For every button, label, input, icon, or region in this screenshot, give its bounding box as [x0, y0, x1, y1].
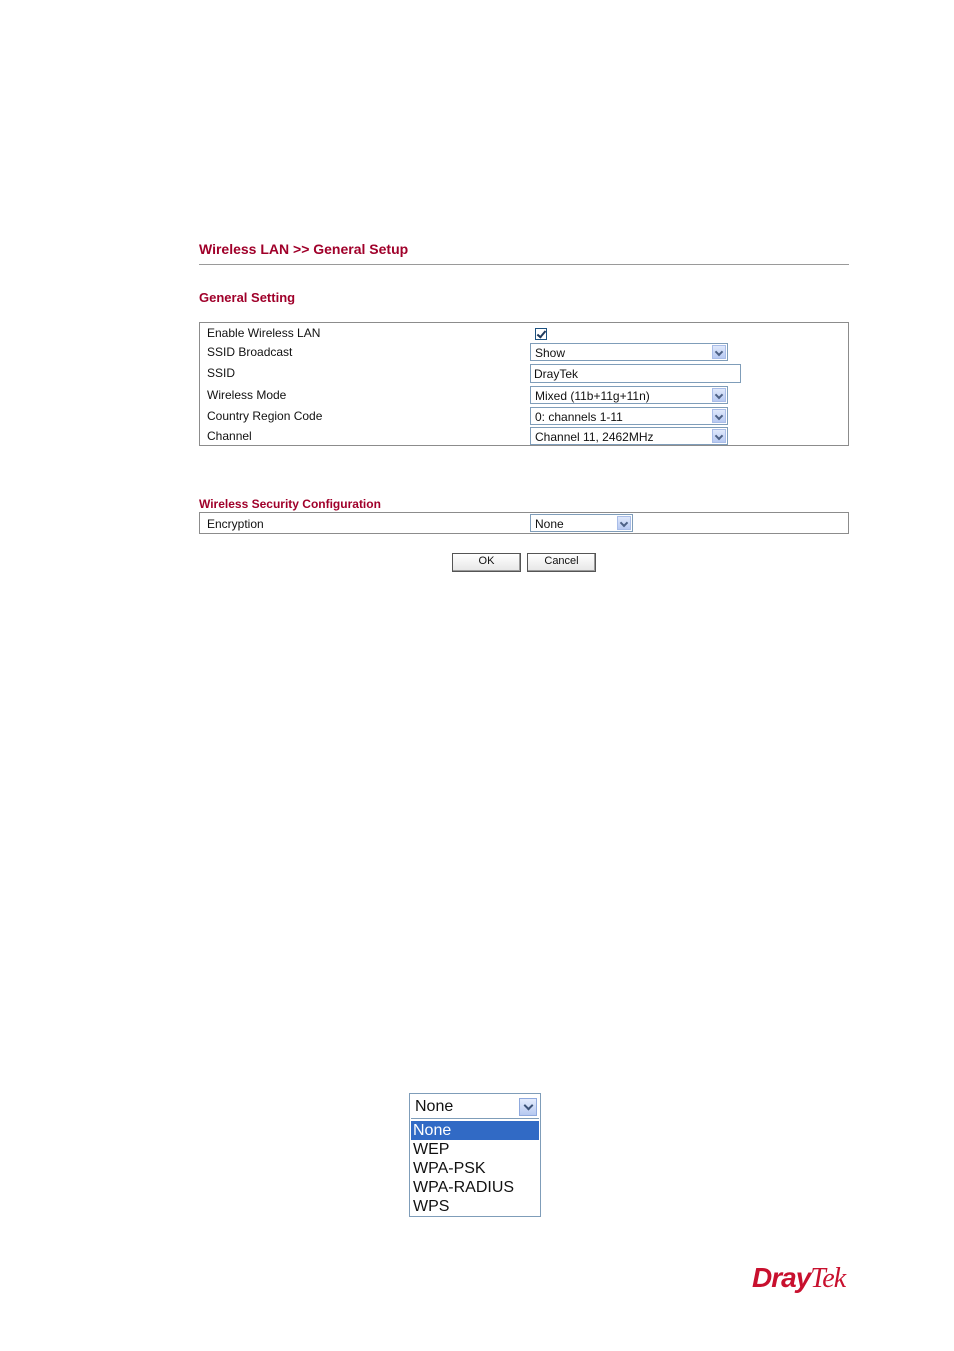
- encryption-dropdown-value: None: [415, 1098, 454, 1115]
- dropdown-option-none[interactable]: None: [411, 1121, 539, 1140]
- enable-wireless-label: Enable Wireless LAN: [207, 326, 321, 340]
- dropdown-option-wps[interactable]: WPS: [413, 1198, 450, 1215]
- encryption-dropdown-selected[interactable]: [411, 1095, 539, 1119]
- wireless-mode-label: Wireless Mode: [207, 388, 287, 402]
- ssid-input[interactable]: DrayTek: [530, 364, 741, 383]
- security-config-title: Wireless Security Configuration: [199, 497, 381, 511]
- enable-wireless-checkbox[interactable]: [535, 328, 547, 340]
- chevron-down-icon: [712, 388, 726, 402]
- chevron-down-icon[interactable]: [519, 1098, 537, 1116]
- draytek-logo: [752, 1262, 845, 1295]
- chevron-down-icon: [712, 429, 726, 443]
- wireless-mode-select[interactable]: [530, 386, 728, 404]
- dropdown-option-wpa-radius[interactable]: WPA-RADIUS: [413, 1179, 515, 1196]
- chevron-down-icon: [617, 516, 631, 530]
- logo-tek-text: Tek: [810, 1263, 846, 1294]
- country-region-label: Country Region Code: [207, 409, 323, 423]
- chevron-down-icon: [712, 345, 726, 359]
- ssid-broadcast-select[interactable]: [530, 343, 728, 361]
- dropdown-option-wep[interactable]: WEP: [413, 1141, 450, 1158]
- channel-label: Channel: [207, 429, 252, 443]
- security-config-table: [199, 512, 849, 534]
- channel-select[interactable]: [530, 427, 728, 445]
- ok-button[interactable]: OK: [452, 553, 521, 572]
- encryption-dropdown: [409, 1093, 541, 1217]
- country-region-select[interactable]: [530, 407, 728, 425]
- logo-dray-text: Dray: [752, 1262, 811, 1293]
- general-setting-title: General Setting: [199, 290, 296, 305]
- general-setting-table: [199, 322, 849, 446]
- wireless-mode-value: Mixed (11b+11g+11n): [535, 389, 650, 403]
- channel-value: Channel 11, 2462MHz: [535, 430, 654, 444]
- country-region-value: 0: channels 1-11: [535, 410, 623, 424]
- dropdown-option-wpa-psk[interactable]: WPA-PSK: [413, 1160, 486, 1177]
- encryption-select[interactable]: [530, 514, 633, 532]
- ssid-broadcast-label: SSID Broadcast: [207, 345, 293, 359]
- title-divider: [199, 264, 849, 265]
- encryption-label: Encryption: [207, 517, 264, 531]
- page-title: Wireless LAN >> General Setup: [199, 241, 409, 257]
- ssid-broadcast-value: Show: [535, 346, 566, 360]
- ssid-label: SSID: [207, 366, 236, 380]
- chevron-down-icon: [712, 409, 726, 423]
- cancel-button[interactable]: Cancel: [527, 553, 596, 572]
- encryption-value: None: [535, 517, 564, 531]
